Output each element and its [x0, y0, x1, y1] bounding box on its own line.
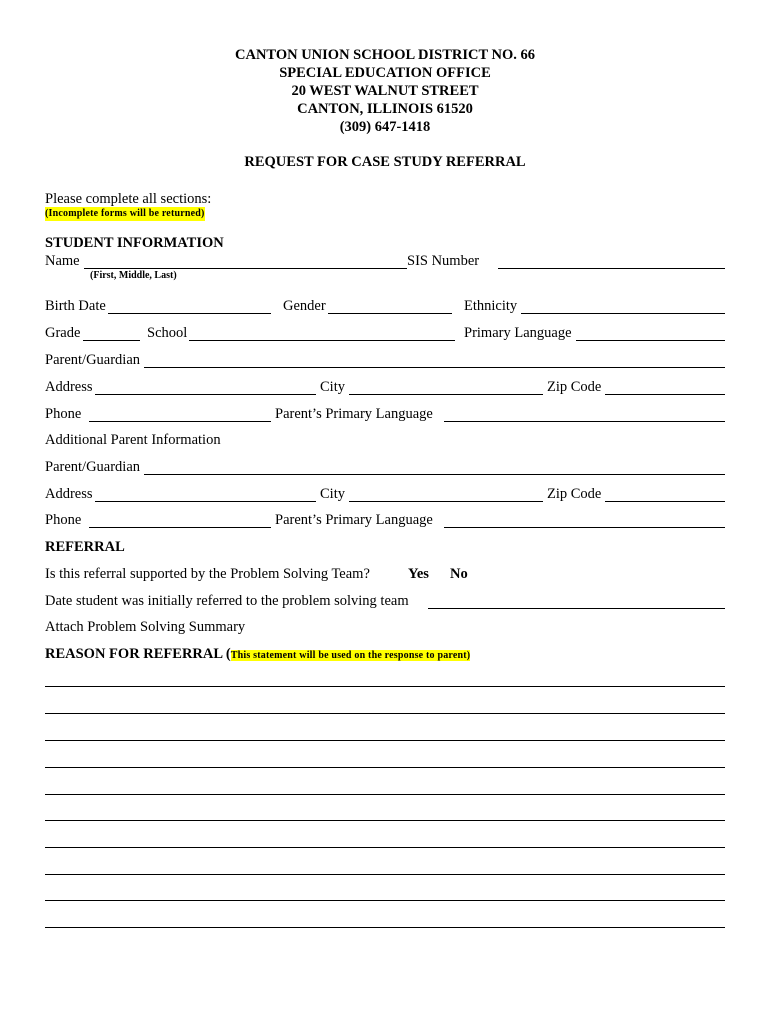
reason-line[interactable] — [45, 847, 725, 848]
reason-note: This statement will be used on the response to parent) — [230, 650, 471, 661]
parent-guardian-field[interactable] — [144, 367, 725, 368]
phone-label: Phone — [45, 406, 82, 422]
zip-code-label: Zip Code — [547, 379, 602, 395]
primary-language-field[interactable] — [576, 340, 725, 341]
gender-field[interactable] — [328, 313, 452, 314]
office-phone: (309) 647-1418 — [339, 119, 431, 135]
attach-summary-label: Attach Problem Solving Summary — [45, 619, 246, 635]
birth-date-field[interactable] — [108, 313, 271, 314]
additional-address-field[interactable] — [95, 501, 316, 502]
incomplete-warning: (Incomplete forms will be returned) — [45, 208, 205, 219]
street-address: 20 WEST WALNUT STREET — [291, 83, 479, 99]
reason-line[interactable] — [45, 820, 725, 821]
reason-open-paren: ( — [225, 646, 231, 662]
additional-phone-field[interactable] — [89, 527, 271, 528]
student-info-heading: STUDENT INFORMATION — [45, 235, 224, 251]
city-state-zip: CANTON, ILLINOIS 61520 — [297, 101, 473, 117]
name-label: Name — [45, 253, 80, 269]
grade-field[interactable] — [83, 340, 140, 341]
additional-zip-code-label: Zip Code — [547, 486, 602, 502]
form-title: REQUEST FOR CASE STUDY REFERRAL — [244, 154, 526, 170]
additional-parent-guardian-field[interactable] — [144, 474, 725, 475]
address-label: Address — [45, 379, 93, 395]
no-option[interactable]: No — [450, 566, 468, 582]
pst-support-question: Is this referral supported by the Problem Solving Team? — [45, 566, 370, 582]
city-field[interactable] — [349, 394, 543, 395]
zip-code-field[interactable] — [605, 394, 725, 395]
referral-heading: REFERRAL — [45, 539, 125, 555]
additional-parent-guardian-label: Parent/Guardian — [45, 459, 141, 475]
referral-date-field[interactable] — [428, 608, 725, 609]
phone-field[interactable] — [89, 421, 271, 422]
additional-city-field[interactable] — [349, 501, 543, 502]
district-name: CANTON UNION SCHOOL DISTRICT NO. 66 — [235, 47, 535, 63]
additional-parent-language-label: Parent’s Primary Language — [275, 512, 433, 528]
referral-date-label: Date student was initially referred to the problem solving team — [45, 593, 409, 609]
birth-date-label: Birth Date — [45, 298, 106, 314]
reason-line[interactable] — [45, 794, 725, 795]
reason-line[interactable] — [45, 900, 725, 901]
primary-language-label: Primary Language — [464, 325, 572, 341]
ethnicity-label: Ethnicity — [464, 298, 518, 314]
name-hint: (First, Middle, Last) — [90, 270, 177, 281]
grade-label: Grade — [45, 325, 81, 341]
additional-parent-heading: Additional Parent Information — [45, 432, 221, 448]
parent-language-label: Parent’s Primary Language — [275, 406, 433, 422]
ethnicity-field[interactable] — [521, 313, 725, 314]
school-label: School — [147, 325, 188, 341]
additional-phone-label: Phone — [45, 512, 82, 528]
sis-number-label: SIS Number — [407, 253, 480, 269]
reason-heading-text: REASON FOR REFERRAL — [45, 646, 223, 662]
address-field[interactable] — [95, 394, 316, 395]
additional-zip-code-field[interactable] — [605, 501, 725, 502]
school-field[interactable] — [189, 340, 455, 341]
reason-line[interactable] — [45, 874, 725, 875]
yes-option[interactable]: Yes — [408, 566, 429, 582]
additional-address-label: Address — [45, 486, 93, 502]
district-header — [0, 46, 770, 136]
additional-city-label: City — [320, 486, 345, 502]
reason-for-referral-heading — [45, 645, 470, 665]
city-label: City — [320, 379, 345, 395]
gender-label: Gender — [283, 298, 326, 314]
reason-line[interactable] — [45, 713, 725, 714]
reason-line[interactable] — [45, 767, 725, 768]
reason-line[interactable] — [45, 927, 725, 928]
instructions-text: Please complete all sections: — [45, 191, 212, 207]
reason-line[interactable] — [45, 686, 725, 687]
office-name: SPECIAL EDUCATION OFFICE — [279, 65, 491, 81]
reason-line[interactable] — [45, 740, 725, 741]
parent-language-field[interactable] — [444, 421, 725, 422]
parent-guardian-label: Parent/Guardian — [45, 352, 141, 368]
additional-parent-language-field[interactable] — [444, 527, 725, 528]
